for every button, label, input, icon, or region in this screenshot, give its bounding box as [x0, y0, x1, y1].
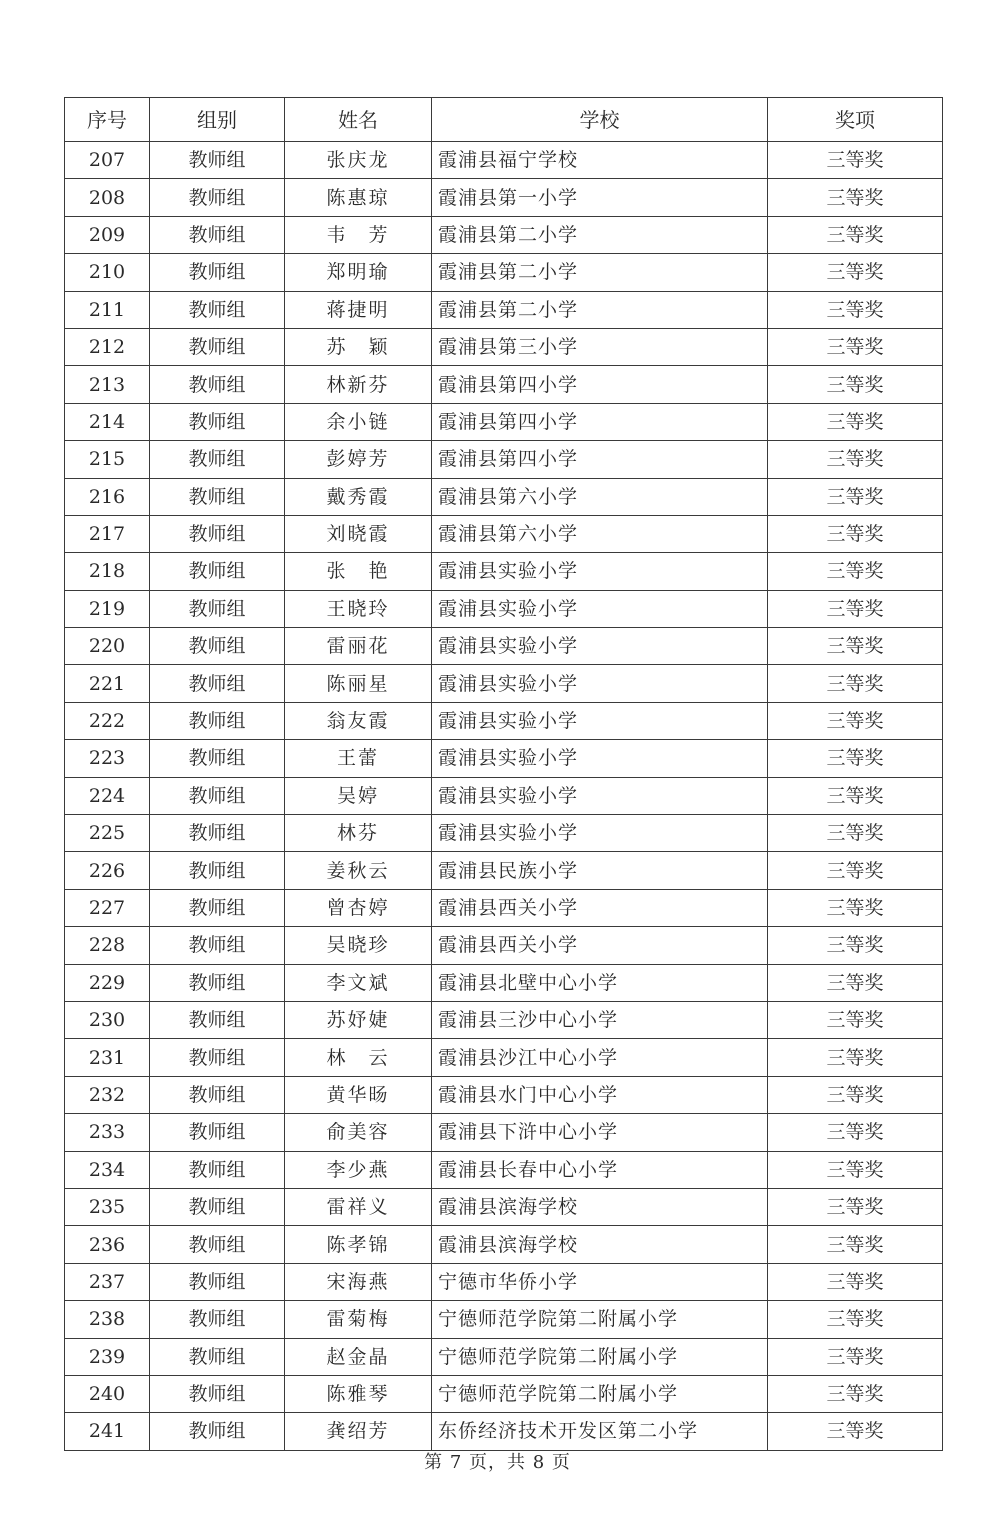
- cell-group: 教师组: [150, 702, 285, 739]
- cell-school: 宁德市华侨小学: [432, 1263, 768, 1300]
- cell-group: 教师组: [150, 1226, 285, 1263]
- cell-group: 教师组: [150, 927, 285, 964]
- cell-group: 教师组: [150, 964, 285, 1001]
- cell-number: 241: [65, 1413, 150, 1450]
- cell-school: 霞浦县滨海学校: [432, 1188, 768, 1225]
- cell-school: 东侨经济技术开发区第二小学: [432, 1413, 768, 1450]
- cell-name: 翁友霞: [285, 702, 432, 739]
- cell-number: 228: [65, 927, 150, 964]
- header-award: 奖项: [768, 98, 943, 142]
- cell-group: 教师组: [150, 366, 285, 403]
- cell-award: 三等奖: [768, 1188, 943, 1225]
- cell-group: 教师组: [150, 328, 285, 365]
- cell-school: 霞浦县第二小学: [432, 254, 768, 291]
- cell-school: 霞浦县实验小学: [432, 777, 768, 814]
- header-number: 序号: [65, 98, 150, 142]
- cell-group: 教师组: [150, 216, 285, 253]
- cell-name: 雷祥义: [285, 1188, 432, 1225]
- cell-name: 陈惠琼: [285, 179, 432, 216]
- cell-number: 215: [65, 441, 150, 478]
- cell-school: 霞浦县下浒中心小学: [432, 1114, 768, 1151]
- table-row: [65, 665, 943, 702]
- cell-award: 三等奖: [768, 1375, 943, 1412]
- table-row: [65, 1039, 943, 1076]
- cell-number: 226: [65, 852, 150, 889]
- cell-number: 224: [65, 777, 150, 814]
- cell-group: 教师组: [150, 478, 285, 515]
- cell-group: 教师组: [150, 852, 285, 889]
- cell-school: 霞浦县实验小学: [432, 702, 768, 739]
- cell-award: 三等奖: [768, 628, 943, 665]
- table-row: [65, 777, 943, 814]
- table-row: [65, 216, 943, 253]
- cell-group: 教师组: [150, 1338, 285, 1375]
- table-row: [65, 1413, 943, 1450]
- cell-number: 234: [65, 1151, 150, 1188]
- cell-school: 宁德师范学院第二附属小学: [432, 1375, 768, 1412]
- header-name: 姓名: [285, 98, 432, 142]
- cell-award: 三等奖: [768, 328, 943, 365]
- cell-group: 教师组: [150, 1188, 285, 1225]
- cell-name: 郑明瑜: [285, 254, 432, 291]
- cell-name: 余小链: [285, 403, 432, 440]
- cell-award: 三等奖: [768, 1301, 943, 1338]
- cell-number: 237: [65, 1263, 150, 1300]
- cell-name: 雷丽花: [285, 628, 432, 665]
- cell-name: 韦 芳: [285, 216, 432, 253]
- cell-name: 李文斌: [285, 964, 432, 1001]
- cell-award: 三等奖: [768, 852, 943, 889]
- cell-group: 教师组: [150, 777, 285, 814]
- cell-name: 李少燕: [285, 1151, 432, 1188]
- cell-number: 230: [65, 1001, 150, 1038]
- cell-name: 黄华旸: [285, 1076, 432, 1113]
- cell-number: 213: [65, 366, 150, 403]
- cell-award: 三等奖: [768, 441, 943, 478]
- cell-school: 霞浦县北壁中心小学: [432, 964, 768, 1001]
- cell-group: 教师组: [150, 515, 285, 552]
- cell-school: 霞浦县三沙中心小学: [432, 1001, 768, 1038]
- cell-school: 霞浦县水门中心小学: [432, 1076, 768, 1113]
- cell-school: 霞浦县第六小学: [432, 515, 768, 552]
- cell-name: 赵金晶: [285, 1338, 432, 1375]
- cell-award: 三等奖: [768, 815, 943, 852]
- cell-school: 霞浦县民族小学: [432, 852, 768, 889]
- cell-name: 苏 颖: [285, 328, 432, 365]
- cell-school: 霞浦县第二小学: [432, 216, 768, 253]
- cell-school: 霞浦县西关小学: [432, 927, 768, 964]
- table-row: [65, 1114, 943, 1151]
- table-header-row: [65, 98, 943, 142]
- cell-number: 240: [65, 1375, 150, 1412]
- cell-award: 三等奖: [768, 702, 943, 739]
- cell-award: 三等奖: [768, 1413, 943, 1450]
- cell-number: 214: [65, 403, 150, 440]
- cell-school: 宁德师范学院第二附属小学: [432, 1338, 768, 1375]
- cell-name: 蒋捷明: [285, 291, 432, 328]
- table-row: [65, 1338, 943, 1375]
- cell-award: 三等奖: [768, 553, 943, 590]
- cell-number: 238: [65, 1301, 150, 1338]
- header-school: 学校: [432, 98, 768, 142]
- table-row: [65, 1263, 943, 1300]
- cell-award: 三等奖: [768, 1076, 943, 1113]
- table-row: [65, 628, 943, 665]
- cell-award: 三等奖: [768, 889, 943, 926]
- cell-number: 218: [65, 553, 150, 590]
- cell-group: 教师组: [150, 665, 285, 702]
- cell-number: 225: [65, 815, 150, 852]
- cell-group: 教师组: [150, 1076, 285, 1113]
- cell-award: 三等奖: [768, 927, 943, 964]
- table-row: [65, 553, 943, 590]
- cell-name: 张 艳: [285, 553, 432, 590]
- cell-school: 霞浦县第四小学: [432, 403, 768, 440]
- cell-number: 222: [65, 702, 150, 739]
- cell-group: 教师组: [150, 1301, 285, 1338]
- cell-number: 221: [65, 665, 150, 702]
- cell-award: 三等奖: [768, 665, 943, 702]
- cell-award: 三等奖: [768, 1263, 943, 1300]
- cell-school: 霞浦县第二小学: [432, 291, 768, 328]
- cell-number: 227: [65, 889, 150, 926]
- table-row: [65, 1076, 943, 1113]
- header-group: 组别: [150, 98, 285, 142]
- cell-number: 208: [65, 179, 150, 216]
- cell-number: 223: [65, 740, 150, 777]
- cell-name: 林芬: [285, 815, 432, 852]
- table-row: [65, 702, 943, 739]
- cell-award: 三等奖: [768, 1114, 943, 1151]
- table-row: [65, 515, 943, 552]
- cell-award: 三等奖: [768, 777, 943, 814]
- cell-group: 教师组: [150, 1263, 285, 1300]
- cell-name: 俞美容: [285, 1114, 432, 1151]
- cell-name: 曾杏婷: [285, 889, 432, 926]
- cell-school: 宁德师范学院第二附属小学: [432, 1301, 768, 1338]
- cell-award: 三等奖: [768, 291, 943, 328]
- cell-number: 239: [65, 1338, 150, 1375]
- table-row: [65, 366, 943, 403]
- cell-group: 教师组: [150, 1413, 285, 1450]
- cell-group: 教师组: [150, 815, 285, 852]
- cell-award: 三等奖: [768, 403, 943, 440]
- cell-number: 229: [65, 964, 150, 1001]
- cell-number: 211: [65, 291, 150, 328]
- cell-group: 教师组: [150, 1001, 285, 1038]
- cell-school: 霞浦县实验小学: [432, 815, 768, 852]
- cell-number: 210: [65, 254, 150, 291]
- cell-award: 三等奖: [768, 740, 943, 777]
- cell-group: 教师组: [150, 179, 285, 216]
- cell-number: 209: [65, 216, 150, 253]
- cell-group: 教师组: [150, 590, 285, 627]
- cell-number: 212: [65, 328, 150, 365]
- cell-award: 三等奖: [768, 254, 943, 291]
- cell-school: 霞浦县西关小学: [432, 889, 768, 926]
- cell-name: 林新芬: [285, 366, 432, 403]
- cell-group: 教师组: [150, 628, 285, 665]
- cell-school: 霞浦县滨海学校: [432, 1226, 768, 1263]
- table-row: [65, 927, 943, 964]
- cell-school: 霞浦县实验小学: [432, 590, 768, 627]
- cell-name: 姜秋云: [285, 852, 432, 889]
- table-body: [65, 142, 943, 1451]
- cell-group: 教师组: [150, 889, 285, 926]
- table-row: [65, 1188, 943, 1225]
- cell-school: 霞浦县实验小学: [432, 665, 768, 702]
- cell-group: 教师组: [150, 142, 285, 179]
- cell-award: 三等奖: [768, 590, 943, 627]
- awards-table: [64, 97, 943, 1451]
- cell-award: 三等奖: [768, 515, 943, 552]
- cell-award: 三等奖: [768, 1226, 943, 1263]
- table-row: [65, 889, 943, 926]
- table-row: [65, 142, 943, 179]
- cell-group: 教师组: [150, 254, 285, 291]
- cell-award: 三等奖: [768, 179, 943, 216]
- cell-school: 霞浦县沙江中心小学: [432, 1039, 768, 1076]
- table-row: [65, 590, 943, 627]
- cell-school: 霞浦县实验小学: [432, 553, 768, 590]
- cell-name: 张庆龙: [285, 142, 432, 179]
- cell-name: 吴晓珍: [285, 927, 432, 964]
- cell-name: 陈孝锦: [285, 1226, 432, 1263]
- table-row: [65, 1375, 943, 1412]
- table-row: [65, 328, 943, 365]
- cell-number: 235: [65, 1188, 150, 1225]
- cell-group: 教师组: [150, 403, 285, 440]
- cell-award: 三等奖: [768, 1001, 943, 1038]
- table-row: [65, 1226, 943, 1263]
- cell-name: 刘晓霞: [285, 515, 432, 552]
- cell-school: 霞浦县第六小学: [432, 478, 768, 515]
- cell-number: 207: [65, 142, 150, 179]
- table-row: [65, 403, 943, 440]
- cell-award: 三等奖: [768, 964, 943, 1001]
- cell-group: 教师组: [150, 1151, 285, 1188]
- cell-school: 霞浦县第四小学: [432, 441, 768, 478]
- cell-group: 教师组: [150, 553, 285, 590]
- cell-school: 霞浦县实验小学: [432, 740, 768, 777]
- cell-school: 霞浦县第一小学: [432, 179, 768, 216]
- cell-group: 教师组: [150, 1375, 285, 1412]
- cell-number: 219: [65, 590, 150, 627]
- cell-name: 王晓玲: [285, 590, 432, 627]
- cell-award: 三等奖: [768, 366, 943, 403]
- cell-name: 戴秀霞: [285, 478, 432, 515]
- table-row: [65, 254, 943, 291]
- cell-number: 236: [65, 1226, 150, 1263]
- cell-school: 霞浦县第三小学: [432, 328, 768, 365]
- cell-school: 霞浦县实验小学: [432, 628, 768, 665]
- table-row: [65, 291, 943, 328]
- cell-number: 217: [65, 515, 150, 552]
- cell-award: 三等奖: [768, 1039, 943, 1076]
- cell-number: 220: [65, 628, 150, 665]
- cell-name: 林 云: [285, 1039, 432, 1076]
- table-row: [65, 478, 943, 515]
- cell-award: 三等奖: [768, 142, 943, 179]
- table-row: [65, 815, 943, 852]
- cell-number: 233: [65, 1114, 150, 1151]
- cell-group: 教师组: [150, 441, 285, 478]
- cell-name: 陈雅琴: [285, 1375, 432, 1412]
- cell-number: 232: [65, 1076, 150, 1113]
- table-row: [65, 179, 943, 216]
- cell-name: 陈丽星: [285, 665, 432, 702]
- cell-name: 宋海燕: [285, 1263, 432, 1300]
- cell-award: 三等奖: [768, 478, 943, 515]
- cell-group: 教师组: [150, 291, 285, 328]
- cell-name: 吴婷: [285, 777, 432, 814]
- cell-group: 教师组: [150, 1114, 285, 1151]
- cell-award: 三等奖: [768, 1151, 943, 1188]
- cell-name: 彭婷芳: [285, 441, 432, 478]
- cell-school: 霞浦县第四小学: [432, 366, 768, 403]
- cell-school: 霞浦县福宁学校: [432, 142, 768, 179]
- table-row: [65, 740, 943, 777]
- cell-name: 雷菊梅: [285, 1301, 432, 1338]
- cell-award: 三等奖: [768, 1338, 943, 1375]
- cell-name: 龚绍芳: [285, 1413, 432, 1450]
- table-row: [65, 1151, 943, 1188]
- cell-number: 216: [65, 478, 150, 515]
- cell-award: 三等奖: [768, 216, 943, 253]
- table-row: [65, 1301, 943, 1338]
- cell-name: 苏妤婕: [285, 1001, 432, 1038]
- cell-group: 教师组: [150, 740, 285, 777]
- table-row: [65, 1001, 943, 1038]
- page-footer: 第 7 页，共 8 页: [424, 1452, 571, 1473]
- cell-number: 231: [65, 1039, 150, 1076]
- table-row: [65, 964, 943, 1001]
- cell-group: 教师组: [150, 1039, 285, 1076]
- table-row: [65, 852, 943, 889]
- cell-school: 霞浦县长春中心小学: [432, 1151, 768, 1188]
- table-row: [65, 441, 943, 478]
- cell-name: 王蕾: [285, 740, 432, 777]
